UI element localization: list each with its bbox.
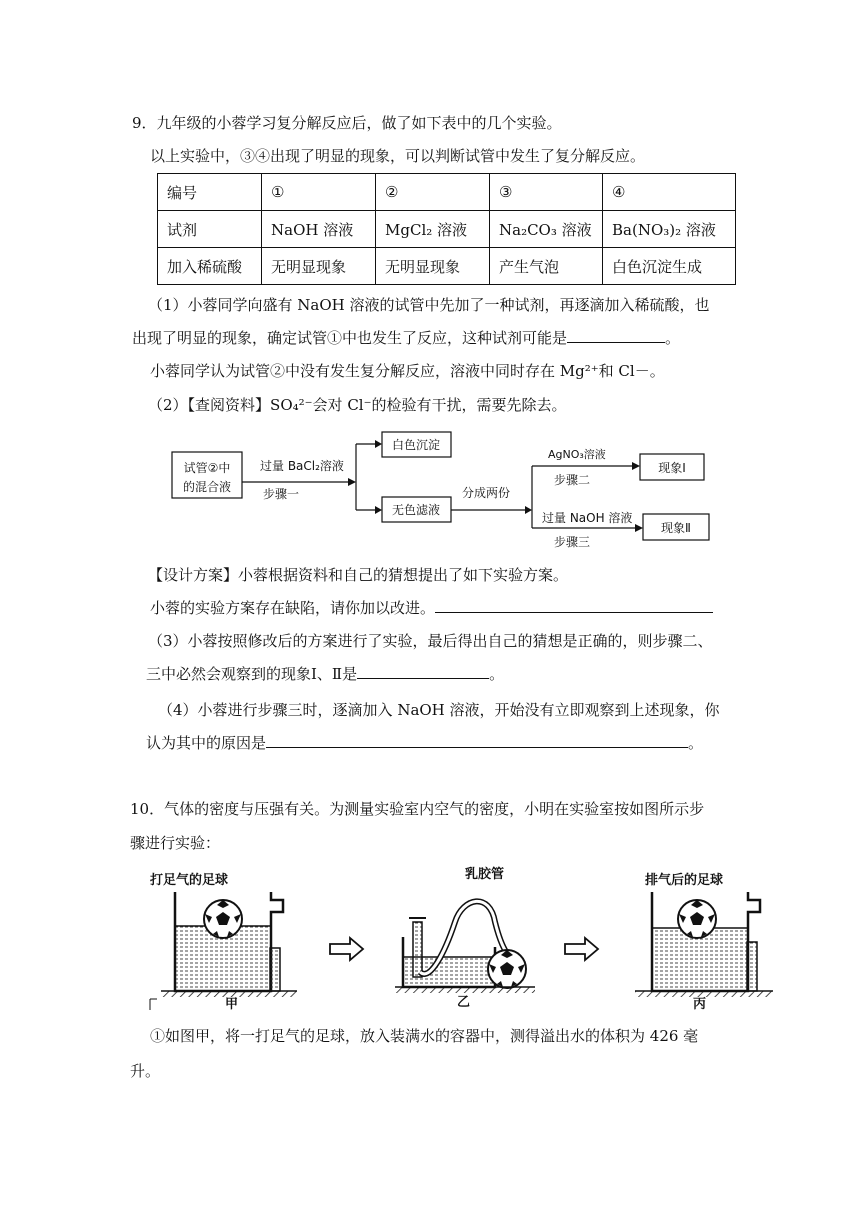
setup-a	[149, 872, 297, 1012]
q10-title-line1: 10．气体的密度与压强有关。为测量实验室内空气的密度，小明在实验室按如图所示步	[130, 800, 705, 818]
q9-part3-text: 三中必然会观察到的现象Ⅰ、Ⅱ是	[146, 665, 358, 683]
label-c: 排气后的足球	[645, 873, 724, 888]
table-cell: Ba(NO₃)₂ 溶液	[603, 211, 736, 248]
q9-part4-text: 认为其中的原因是	[146, 734, 267, 752]
q10-title-line2: 骤进行实验：	[130, 834, 221, 852]
experiment-figure	[145, 862, 780, 1012]
q9-part1-line1: （1）小蓉同学向盛有 NaOH 溶液的试管中先加了一种试剂，再逐滴加入稀硫酸，也	[148, 296, 710, 314]
answer-blank-2[interactable]	[435, 598, 713, 613]
arrow-icon	[330, 938, 363, 960]
caption-b: 乙	[457, 995, 471, 1010]
flow-split: 分成两份	[462, 486, 511, 500]
q9-improve-line	[150, 598, 713, 618]
caption-a: 甲	[225, 997, 239, 1012]
table-cell: 无明显现象	[376, 248, 490, 285]
q9-intro: 以上实验中，③④出现了明显的现象，可以判断试管中发生了复分解反应。	[150, 147, 646, 165]
q9-part4-line1: （4）小蓉进行步骤三时，逐滴加入 NaOH 溶液，开始没有立即观察到上述现象，你	[158, 701, 720, 719]
arrow-icon	[375, 506, 382, 514]
soccer-ball-icon	[488, 950, 526, 988]
experiment-table	[157, 173, 736, 285]
table-cell: ②	[376, 174, 490, 211]
table-cell: ①	[262, 174, 376, 211]
q9-part3-line2	[146, 664, 504, 684]
q9-part1-line3: 小蓉同学认为试管②中没有发生复分解反应，溶液中同时存在 Mg²⁺和 Cl－。	[150, 362, 665, 380]
arrow-icon	[348, 478, 356, 486]
flow-reagent2: AgNO₃溶液	[548, 448, 606, 461]
flow-step3: 步骤三	[554, 535, 591, 549]
answer-blank-3[interactable]	[357, 664, 489, 679]
flow-reagent3: 过量 NaOH 溶液	[542, 511, 633, 525]
q9-part4-line2	[146, 733, 703, 753]
table-cell: 加入稀硫酸	[158, 248, 262, 285]
soccer-ball-icon	[204, 900, 242, 938]
q10-step1-line2: 升。	[130, 1062, 161, 1080]
flow-step2: 步骤二	[554, 473, 591, 487]
flow-phen2: 现象Ⅱ	[661, 521, 691, 535]
table-cell: Na₂CO₃ 溶液	[490, 211, 603, 248]
table-cell: 产生气泡	[490, 248, 603, 285]
q10-step1-line1: ①如图甲，将一打足气的足球，放入装满水的容器中，测得溢出水的体积为 426 毫	[150, 1027, 699, 1045]
table-cell: ③	[490, 174, 603, 211]
arrow-icon	[632, 462, 640, 470]
flow-reagent1: 过量 BaCl₂溶液	[260, 459, 344, 473]
table-row	[158, 174, 736, 211]
answer-blank-4[interactable]	[266, 733, 688, 748]
punctuation: 。	[688, 734, 704, 752]
caption-c: 丙	[693, 997, 707, 1012]
table-row	[158, 248, 736, 285]
flow-start-line1: 试管②中	[183, 461, 231, 475]
table-cell: 白色沉淀生成	[603, 248, 736, 285]
arrow-icon	[565, 938, 598, 960]
flow-chart	[170, 430, 715, 550]
q9-title: 9．九年级的小蓉学习复分解反应后，做了如下表中的几个实验。	[132, 114, 562, 132]
table-cell: 无明显现象	[262, 248, 376, 285]
soccer-ball-icon	[678, 900, 716, 938]
label-a: 打足气的足球	[150, 873, 229, 888]
setup-b	[395, 866, 535, 1010]
punctuation: 。	[489, 665, 505, 683]
table-cell: 编号	[158, 174, 262, 211]
label-b: 乳胶管	[465, 867, 505, 882]
q9-part2: （2）【查阅资料】SO₄²⁻会对 Cl⁻的检验有干扰，需要先除去。	[148, 396, 567, 414]
arrow-icon	[525, 506, 532, 514]
table-cell: 试剂	[158, 211, 262, 248]
q9-part1-text: 出现了明显的现象，确定试管①中也发生了反应，这种试剂可能是	[132, 329, 568, 347]
q9-design: 【设计方案】小蓉根据资料和自己的猜想提出了如下实验方案。	[148, 566, 569, 584]
setup-c	[635, 872, 773, 1012]
q9-improve-text: 小蓉的实验方案存在缺陷，请你加以改进。	[150, 599, 436, 617]
table-row	[158, 211, 736, 248]
arrow-icon	[635, 524, 643, 532]
flow-start-line2: 的混合液	[182, 480, 232, 494]
answer-blank-1[interactable]	[567, 328, 665, 343]
flow-filtrate: 无色滤液	[391, 503, 441, 517]
table-cell: MgCl₂ 溶液	[376, 211, 490, 248]
table-cell: ④	[603, 174, 736, 211]
punctuation: 。	[665, 329, 681, 347]
q9-part1-line2	[132, 328, 680, 348]
flow-step1: 步骤一	[263, 487, 300, 501]
flow-phen1: 现象Ⅰ	[658, 461, 686, 475]
flow-precipitate: 白色沉淀	[391, 438, 441, 452]
table-cell: NaOH 溶液	[262, 211, 376, 248]
q9-part3-line1: （3）小蓉按照修改后的方案进行了实验，最后得出自己的猜想是正确的，则步骤二、	[148, 632, 713, 650]
arrow-icon	[375, 440, 382, 448]
